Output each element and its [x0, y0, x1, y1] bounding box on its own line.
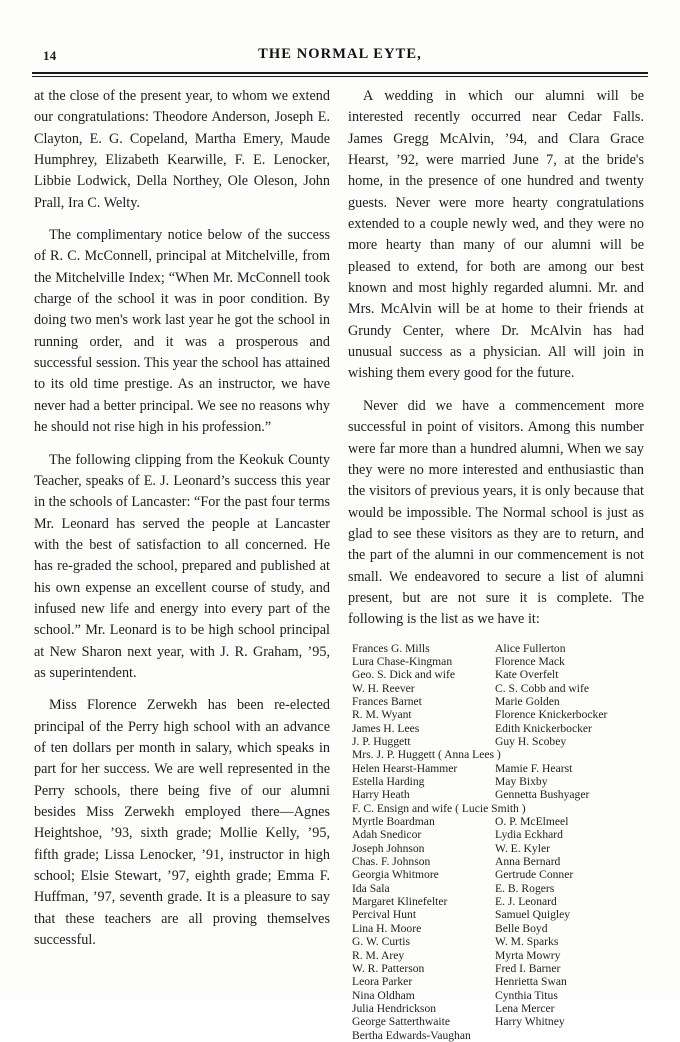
alumni-name-right: W. M. Sparks [495, 935, 559, 949]
alumni-name-right: Fred I. Barner [495, 961, 561, 975]
paragraph-leonard: The following clipping from the Keokuk County Teacher, speaks of E. J. Leonard’s success this year in the schools of Lancaster: “For the past four terms Mr. Leonard has served the people at Lancaster with the best of satisfaction to all concerned. He has re-graded the school, prepared and published at his own expense an excellent course of study, and infused new life and energy into every part of the school.” Mr. Leonard is to be high school principal at New Sharon next year, with J. R. Graham, ’95, as superintendent. [34, 451, 330, 681]
alumni-row [348, 895, 644, 908]
alumni-row [348, 1029, 644, 1042]
alumni-name-left: W. R. Patterson [352, 961, 425, 975]
alumni-row [348, 949, 644, 962]
alumni-name-right: Gertrude Conner [495, 868, 574, 882]
alumni-row [348, 1002, 644, 1015]
alumni-name-left: Geo. S. Dick and wife [352, 668, 456, 682]
alumni-name-left: J. P. Huggett [352, 735, 411, 748]
alumni-name-right: Mamie F. Hearst [495, 761, 573, 775]
alumni-name-left: Lina H. Moore [352, 921, 422, 935]
alumni-name-left: Myrtle Boardman [352, 815, 435, 829]
alumni-row [348, 908, 644, 921]
paragraph-commencement: Never did we have a commencement more successful in point of visitors. Among this number were far more than a hundred alumni, When we say they were no more interested and enthusiastic than the visitors of previous years, it is only because that would be impossible. The Normal school is just as glad to see these visitors as they are to return, and the part of the alumni in our commencement is not small. We endeavored to secure a list of alumni present, but are not sure it is complete. The following is the list as we have it: [348, 397, 644, 628]
alumni-name-right: Lydia Eckhard [495, 828, 563, 842]
alumni-row [348, 1015, 644, 1028]
alumni-name-left: George Satterthwaite [352, 1015, 450, 1029]
alumni-row [348, 668, 644, 681]
alumni-name-left: Estella Harding [352, 775, 425, 789]
alumni-name-right: Florence Knickerbocker [495, 708, 608, 722]
alumni-name-left: Leora Parker [352, 975, 413, 989]
alumni-name-left: Frances Barnet [352, 694, 422, 708]
alumni-name-spanning: Bertha Edwards-Vaughan [352, 1028, 471, 1042]
alumni-name-right: Samuel Quigley [495, 908, 571, 922]
alumni-row [348, 962, 644, 975]
alumni-name-left: Lura Chase-Kingman [352, 654, 453, 668]
header-rule-thin [32, 76, 648, 77]
alumni-name-right: Henrietta Swan [495, 975, 567, 989]
alumni-name-right: E. B. Rogers [495, 881, 555, 895]
alumni-row [348, 815, 644, 828]
header-rule-thick [32, 72, 648, 74]
alumni-row [348, 655, 644, 668]
alumni-row [348, 828, 644, 841]
alumni-name-right: Marie Golden [495, 694, 560, 708]
alumni-name-left: Ida Sala [352, 881, 390, 895]
alumni-name-left: Harry Heath [352, 788, 410, 802]
alumni-row [348, 922, 644, 935]
alumni-name-list [348, 642, 644, 1042]
running-head [32, 46, 648, 68]
alumni-row [348, 642, 644, 655]
alumni-name-left: Georgia Whitmore [352, 868, 439, 882]
alumni-name-left: Joseph Johnson [352, 841, 425, 855]
publication-title: THE NORMAL EYTE, [258, 46, 422, 62]
alumni-name-right: O. P. McElmeel [495, 815, 569, 829]
alumni-name-left: Julia Hendrickson [352, 1001, 437, 1015]
alumni-name-right: Myrta Mowry [495, 948, 561, 962]
alumni-name-right: Anna Bernard [495, 855, 561, 869]
paragraph-mcconnell: The complimentary notice below of the success of R. C. McConnell, principal at Mitchelville, from the Mitchelville Index; “When Mr. McConnell took charge of the school it was in poor condition. By doing two men's work last year he got the school in running order, and it was a prosperous and successful session. This year the school has attained to its old time prestige. As an instructor, we have never had a better principal. We see no reasons why he should not rise high in his profession.” [34, 227, 330, 436]
alumni-name-left: Nina Oldham [352, 988, 415, 1002]
alumni-name-right: W. E. Kyler [495, 841, 550, 855]
alumni-name-right: Florence Mack [495, 654, 565, 668]
page-number: 14 [43, 48, 57, 63]
paragraph-continuation: at the close of the present year, to whom we extend our congratulations: Theodore Anderson, Joseph E. Clayton, E. G. Copeland, Martha Emery, Maude Humphrey, Elizabeth Kearwille, F. E. Lenocker, Libbie Lodwick, Della Northey, Ole Oleson, John Prall, Ira C. Welty. [34, 88, 330, 211]
alumni-name-right: Gennetta Bushyager [495, 788, 590, 802]
alumni-row [348, 722, 644, 735]
right-column [348, 86, 644, 1042]
alumni-name-right: E. J. Leonard [495, 895, 557, 909]
alumni-row [348, 975, 644, 988]
alumni-name-left: W. H. Reever [352, 681, 415, 695]
alumni-name-left: Chas. F. Johnson [352, 855, 431, 869]
alumni-name-right: Alice Fullerton [495, 641, 566, 655]
alumni-name-left: Frances G. Mills [352, 641, 430, 655]
alumni-row [348, 748, 644, 761]
alumni-name-left: G. W. Curtis [352, 935, 410, 949]
alumni-name-right: Edith Knickerbocker [495, 721, 592, 735]
alumni-name-spanning: Mrs. J. P. Huggett ( Anna Lees ) [352, 748, 501, 762]
alumni-name-right: Belle Boyd [495, 921, 548, 935]
alumni-name-spanning: F. C. Ensign and wife ( Lucie Smith ) [352, 801, 526, 815]
alumni-row [348, 708, 644, 721]
alumni-name-right: May Bixby [495, 775, 548, 789]
alumni-name-left: R. M. Arey [352, 948, 405, 962]
alumni-row [348, 762, 644, 775]
paragraph-wedding: A wedding in which our alumni will be interested recently occurred near Cedar Falls. James Gregg McAlvin, ’94, and Clara Grace Hearst, ’92, were married June 7, at the bride's home, in the presence of one hundred and twenty guests. Never were more hearty congratulations extended to a couple newly wed, and they were no more hearty than many of our alumni will be pleased to extend, for both are among our best known and most highly regarded alumni. Mr. and Mrs. McAlvin will be at home to their friends at Grundy Center, where Dr. McAlvin has had unusual success as a physician. All will join in wishing them every good for the future. [348, 88, 644, 382]
alumni-name-left: Margaret Klinefelter [352, 895, 448, 909]
alumni-name-right: C. S. Cobb and wife [495, 681, 590, 695]
alumni-row [348, 695, 644, 708]
paragraph-zerwekh: Miss Florence Zerwekh has been re-elected principal of the Perry high school with an advance of ten dollars per month in salary, which speaks in part for her success. We are well represented in the Perry schools, there being five of our alumni besides Miss Zerwekh employed there—Agnes Heightshoe, ’93, sixth grade; Mollie Kelly, ’95, fifth grade; Lissa Lenocker, ’91, instructor in high school; Elsie Stewart, ’97, eighth grade; Emma F. Huffman, ’97, seventh grade. It is a pleasure to say that these teachers are all proving themselves successful. [34, 697, 330, 949]
alumni-name-right: Cynthia Titus [495, 988, 558, 1002]
alumni-row [348, 735, 644, 748]
alumni-row [348, 775, 644, 788]
alumni-name-left: Percival Hunt [352, 908, 417, 922]
alumni-name-left: Helen Hearst-Hammer [352, 761, 458, 775]
alumni-name-right: Lena Mercer [495, 1001, 555, 1015]
alumni-row [348, 935, 644, 948]
alumni-name-right: Harry Whitney [495, 1015, 565, 1029]
alumni-name-left: James H. Lees [352, 721, 420, 735]
alumni-row [348, 868, 644, 881]
alumni-name-right: Guy H. Scobey [495, 735, 567, 748]
alumni-row [348, 855, 644, 868]
alumni-row [348, 882, 644, 895]
alumni-row [348, 842, 644, 855]
alumni-name-right: Kate Overfelt [495, 668, 559, 682]
left-column [34, 86, 330, 962]
alumni-row [348, 802, 644, 815]
alumni-row [348, 682, 644, 695]
alumni-row [348, 788, 644, 801]
alumni-name-left: R. M. Wyant [352, 708, 412, 722]
alumni-name-left: Adah Snedicor [352, 828, 422, 842]
